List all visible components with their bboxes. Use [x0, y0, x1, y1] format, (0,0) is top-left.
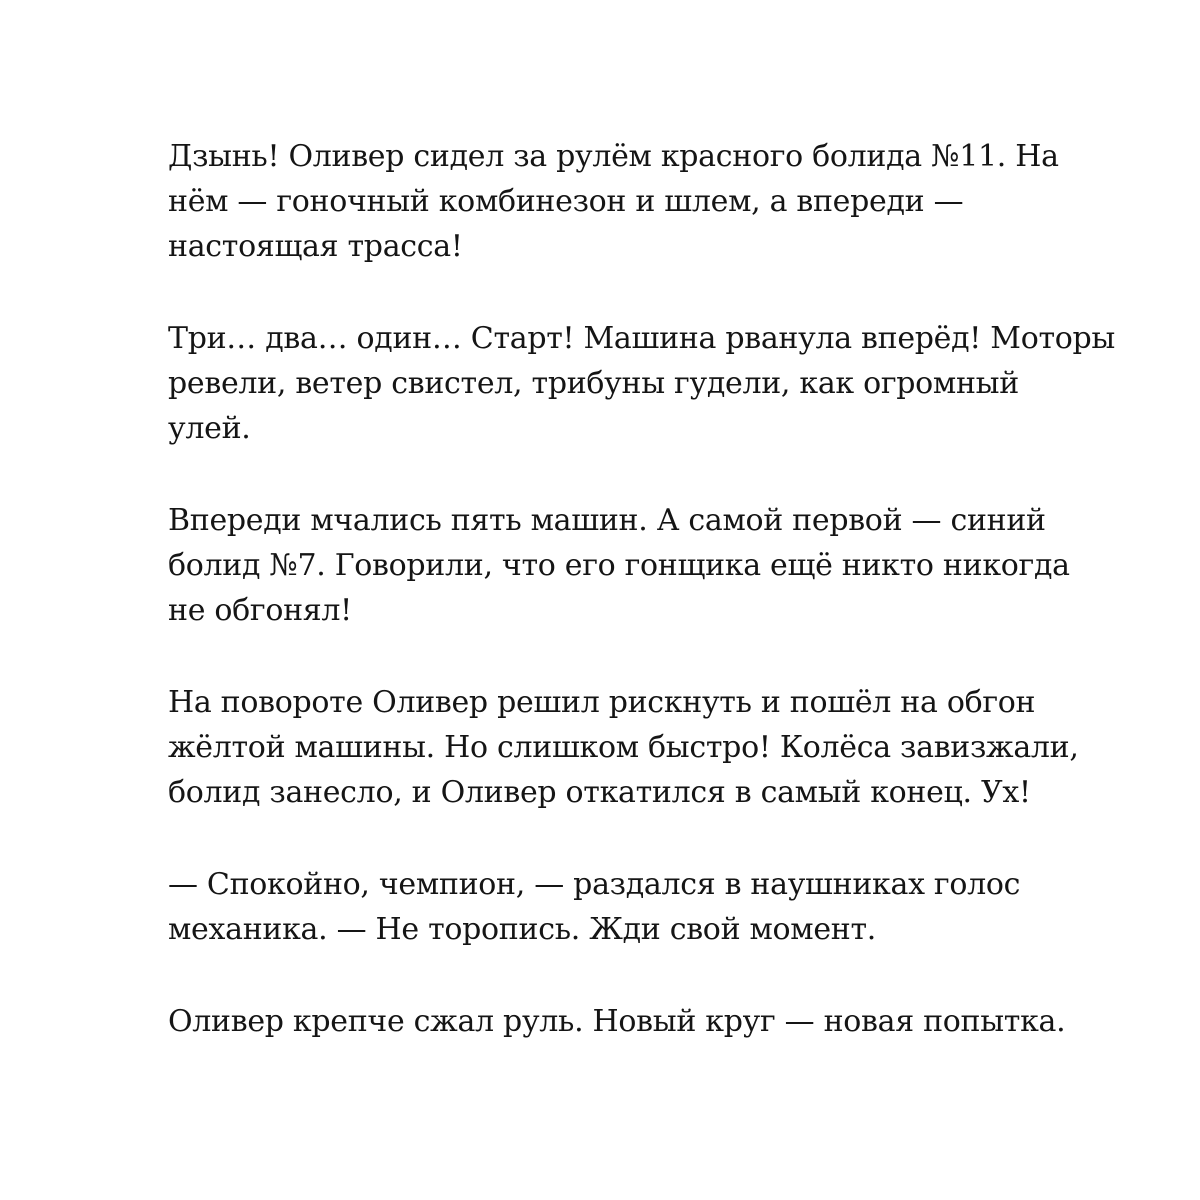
paragraph-4-line-2: жёлтой машины. Но слишком быстро! Колёса завизжали,	[168, 730, 1079, 765]
paragraph-4-line-3: болид занесло, и Оливер откатился в самый конец. Ух!	[168, 775, 1031, 810]
paragraph-4	[168, 680, 1148, 815]
paragraph-5-line-2: механика. — Не торопись. Жди свой момент.	[168, 912, 877, 947]
paragraph-3-line-2: болид №7. Говорили, что его гонщика ещё никто никогда	[168, 548, 1070, 583]
paragraph-6-line-1: Оливер крепче сжал руль. Новый круг — новая попытка.	[168, 1004, 1066, 1039]
paragraph-2	[168, 316, 1148, 451]
paragraph-2-line-3: улей.	[168, 411, 251, 446]
paragraph-5-line-1: — Спокойно, чемпион, — раздался в наушниках голос	[168, 867, 1021, 902]
paragraph-5	[168, 862, 1148, 952]
paragraph-2-line-2: ревели, ветер свистел, трибуны гудели, как огромный	[168, 366, 1019, 401]
paragraph-1	[168, 134, 1148, 269]
paragraph-1-line-3: настоящая трасса!	[168, 229, 463, 264]
paragraph-6	[168, 999, 1148, 1044]
paragraph-1-line-1: Дзынь! Оливер сидел за рулём красного болида №11. На	[168, 139, 1059, 174]
paragraph-3-line-3: не обгонял!	[168, 593, 352, 628]
paragraph-1-line-2: нём — гоночный комбинезон и шлем, а впереди —	[168, 184, 964, 219]
paragraph-3-line-1: Впереди мчались пять машин. А самой первой — синий	[168, 503, 1046, 538]
paragraph-3	[168, 498, 1148, 633]
paragraph-4-line-1: На повороте Оливер решил рискнуть и пошёл на обгон	[168, 685, 1036, 720]
story-text	[168, 134, 1148, 1091]
paragraph-2-line-1: Три… два… один… Старт! Машина рванула вперёд! Моторы	[168, 321, 1116, 356]
